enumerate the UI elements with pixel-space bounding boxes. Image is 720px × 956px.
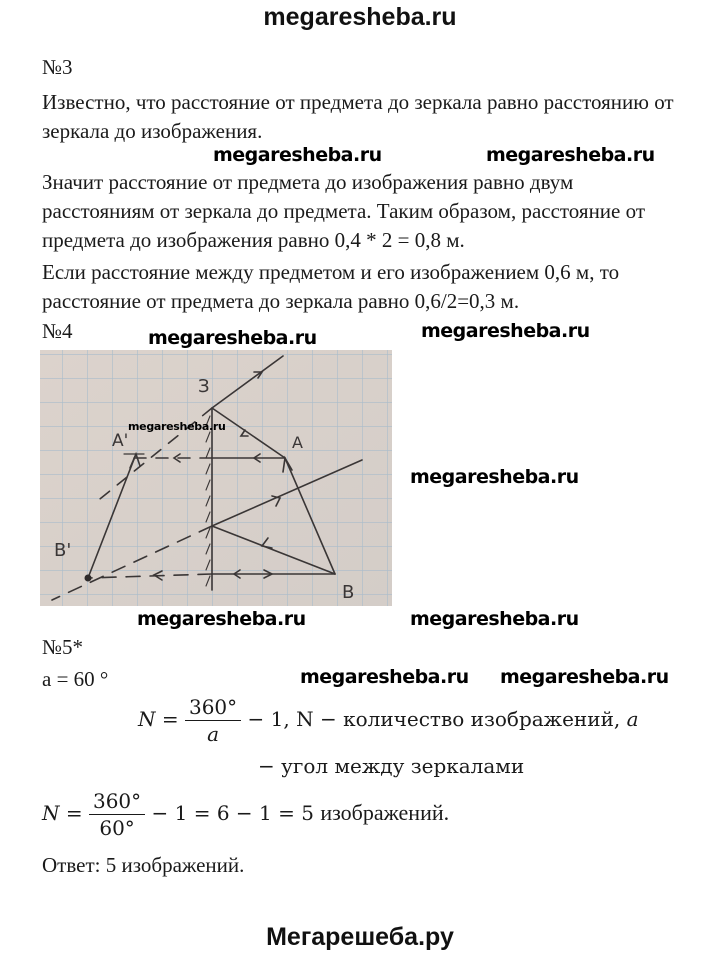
watermark: megaresheba.ru — [137, 608, 306, 630]
task-3-heading: №3 — [42, 55, 73, 79]
task-3-paragraph-2: Значит расстояние от предмета до изображения равно двум расстояниям от зеркала до предмета. Таким образом, расстояние от предмета до изображения равно 0,4 * 2 = 0,8 м. — [42, 170, 646, 252]
formula-numerator: 360° — [185, 694, 241, 721]
task-3-paragraph-1: Известно, что расстояние от предмета до зеркала равно расстоянию от зеркала до изображения. — [42, 90, 674, 143]
formula-fraction — [185, 694, 241, 747]
watermark: megaresheba.ru — [500, 666, 669, 688]
watermark: megaresheba.ru — [300, 666, 469, 688]
calc-numerator: 360° — [89, 788, 145, 815]
watermark: megaresheba.ru — [128, 420, 226, 433]
formula-var: a — [626, 707, 639, 731]
calc-unit: изображений. — [320, 800, 450, 825]
task-3-paragraph-3: Если расстояние между предметом и его изображением 0,6 м, то расстояние от предмета до зеркала равно 0,6/2=0,3 м. — [42, 260, 620, 313]
formula-calculation — [42, 788, 449, 841]
site-header-logo[interactable]: megaresheba.ru — [263, 3, 457, 31]
label-object-b: B — [342, 582, 355, 603]
watermark: megaresheba.ru — [213, 144, 382, 166]
formula-denominator: a — [207, 722, 220, 746]
calc-fraction — [89, 788, 145, 841]
task-5-answer: Ответ: 5 изображений. — [42, 853, 245, 877]
task-5-given: a = 60 ° — [42, 667, 109, 691]
point-b-image — [85, 575, 92, 582]
formula-definition — [138, 694, 639, 747]
mirror-diagram — [40, 350, 392, 606]
formula-desc-1: − количество изображений, — [319, 707, 621, 731]
site-footer-logo[interactable]: Мегарешеба.ру — [266, 923, 454, 951]
label-object-a: A — [292, 433, 303, 452]
calc-denominator: 60° — [99, 816, 135, 840]
watermark: megaresheba.ru — [486, 144, 655, 166]
watermark: megaresheba.ru — [148, 327, 317, 349]
label-image-a: A' — [112, 431, 129, 451]
label-image-b: B' — [54, 540, 72, 561]
task-4-heading: №4 — [42, 319, 73, 343]
mirror-diagram-photo — [40, 350, 392, 606]
task-5-heading: №5* — [42, 635, 84, 659]
watermark: megaresheba.ru — [410, 608, 579, 630]
formula-lhs: N = — [138, 707, 179, 731]
calc-lhs: N = — [42, 801, 83, 825]
formula-rest: − 1, N — [247, 707, 314, 731]
calc-rest: − 1 = 6 − 1 = 5 — [151, 801, 314, 825]
watermark: megaresheba.ru — [410, 466, 579, 488]
formula-desc-2: − угол между зеркалами — [258, 754, 525, 778]
label-mirror: З — [198, 376, 210, 397]
watermark: megaresheba.ru — [421, 320, 590, 342]
